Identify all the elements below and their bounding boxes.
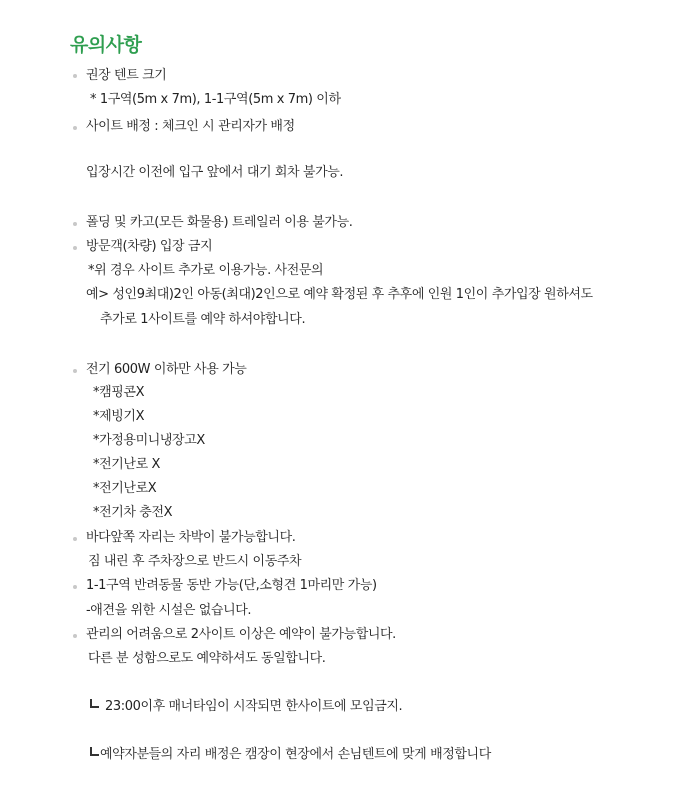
notice-line: *위 경우 사이트 추가로 이용가능. 사전문의	[88, 263, 324, 278]
notice-line: 입장시간 이전에 입구 앞에서 대기 회차 불가능.	[86, 165, 344, 180]
notice-line: 예> 성인9최대)2인 아동(최대)2인으로 예약 확정된 후 추후에 인원 1인이 추가입장 원하셔도	[86, 287, 593, 302]
bullet-icon	[73, 222, 77, 226]
notice-line: *캠핑콘X	[93, 385, 145, 400]
notice-line: *제빙기X	[93, 409, 145, 424]
notice-line: -애견을 위한 시설은 없습니다.	[86, 603, 252, 618]
bullet-icon	[73, 246, 77, 250]
notice-line: 전기 600W 이하만 사용 가능	[86, 362, 247, 377]
notice-line: 다른 분 성함으로도 예약하셔도 동일합니다.	[88, 651, 326, 666]
bullet-icon	[73, 369, 77, 373]
notice-line: 추가로 1사이트를 예약 하셔야합니다.	[100, 312, 306, 327]
bullet-icon	[73, 74, 77, 78]
notice-line: 1-1구역 반려동물 동반 가능(단,소형견 1마리만 가능)	[86, 578, 377, 593]
notice-line: 폴딩 및 카고(모든 화물용) 트레일러 이용 불가능.	[86, 215, 353, 230]
notice-line: 짐 내린 후 주차장으로 반드시 이동주차	[88, 554, 302, 569]
bullet-icon	[73, 126, 77, 130]
bullet-icon	[73, 634, 77, 638]
notice-line: *가정용미니냉장고X	[93, 433, 205, 448]
notice-line: 바다앞쪽 자리는 차박이 불가능합니다.	[86, 530, 296, 545]
notice-line: 사이트 배정 : 체크인 시 관리자가 배정	[86, 119, 295, 134]
corner-arrow-icon	[90, 747, 99, 756]
bullet-icon	[73, 537, 77, 541]
notice-line: 방문객(차량) 입장 금지	[86, 239, 213, 254]
notice-line: 권장 텐트 크기	[86, 68, 167, 83]
notice-line: *전기난로X	[93, 481, 157, 496]
notice-line: 23:00이후 매너타임이 시작되면 한사이트에 모임금지.	[90, 698, 402, 716]
corner-arrow-icon	[90, 699, 99, 708]
notice-line: *전기난로 X	[93, 457, 160, 472]
page-title: 유의사항	[70, 34, 142, 56]
notice-line: 예약자분들의 자리 배정은 캠장이 현장에서 손님텐트에 맞게 배정합니다	[90, 746, 491, 764]
bullet-icon	[73, 585, 77, 589]
notice-line: *전기차 충전X	[93, 505, 173, 520]
notice-line: 관리의 어려움으로 2사이트 이상은 예약이 불가능합니다.	[86, 627, 396, 642]
notice-line: * 1구역(5m x 7m), 1-1구역(5m x 7m) 이하	[90, 92, 341, 107]
